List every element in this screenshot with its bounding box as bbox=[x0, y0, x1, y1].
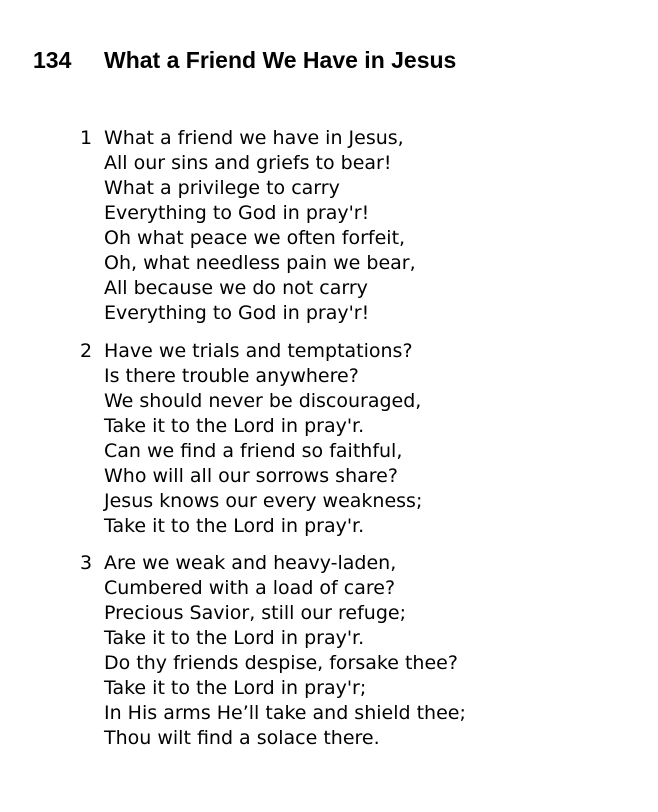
verse-line: Take it to the Lord in pray'r; bbox=[104, 677, 367, 699]
verse-line: Take it to the Lord in pray'r. bbox=[104, 627, 365, 649]
verse-line: What a friend we have in Jesus, bbox=[104, 127, 404, 149]
verse-number: 3 bbox=[80, 552, 93, 574]
verse-line: Oh, what needless pain we bear, bbox=[104, 252, 416, 274]
hymn-number: 134 bbox=[33, 47, 72, 73]
verse-line: Is there trouble anywhere? bbox=[104, 365, 359, 387]
verse-line: What a privilege to carry bbox=[104, 177, 340, 199]
verse-line: Can we find a friend so faithful, bbox=[104, 440, 403, 462]
verse-line: Oh what peace we often forfeit, bbox=[104, 227, 406, 249]
verse-line: Do thy friends despise, forsake thee? bbox=[104, 652, 458, 674]
verse-lines bbox=[104, 339, 422, 539]
verse-lines bbox=[104, 551, 466, 751]
verse-3 bbox=[80, 551, 466, 751]
verse-line: Cumbered with a load of care? bbox=[104, 577, 396, 599]
verse-line: All because we do not carry bbox=[104, 277, 368, 299]
verse-number: 1 bbox=[80, 127, 93, 149]
verse-line: Who will all our sorrows share? bbox=[104, 465, 398, 487]
verse-line: Precious Savior, still our refuge; bbox=[104, 602, 406, 624]
verse-2 bbox=[80, 339, 422, 539]
verse-line: Take it to the Lord in pray'r. bbox=[104, 415, 365, 437]
verse-line: Jesus knows our every weakness; bbox=[104, 490, 423, 512]
verse-line: In His arms He’ll take and shield thee; bbox=[104, 702, 466, 724]
verse-1 bbox=[80, 126, 416, 326]
verse-line: Everything to God in pray'r! bbox=[104, 302, 370, 324]
verse-number: 2 bbox=[80, 340, 93, 362]
hymn-title: What a Friend We Have in Jesus bbox=[104, 47, 457, 73]
verse-line: Are we weak and heavy-laden, bbox=[104, 552, 397, 574]
verse-lines bbox=[104, 126, 416, 326]
verse-line: Have we trials and temptations? bbox=[104, 340, 413, 362]
hymn-header bbox=[33, 45, 456, 75]
verse-line: All our sins and griefs to bear! bbox=[104, 152, 392, 174]
verse-line: Everything to God in pray'r! bbox=[104, 202, 370, 224]
verse-line: Thou wilt find a solace there. bbox=[104, 727, 380, 749]
verse-line: Take it to the Lord in pray'r. bbox=[104, 515, 365, 537]
verse-line: We should never be discouraged, bbox=[104, 390, 422, 412]
